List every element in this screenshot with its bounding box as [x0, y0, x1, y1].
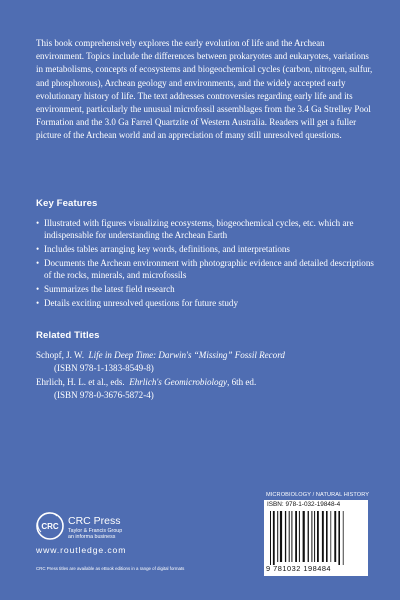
key-features-heading: Key Features — [36, 198, 98, 209]
barcode-bar — [303, 511, 305, 562]
barcode-bar — [311, 511, 312, 562]
publisher-name: CRC Press — [68, 515, 121, 527]
crc-logo-icon — [36, 512, 64, 540]
barcode-bar — [270, 511, 271, 565]
publisher-group: Taylor & Francis Group an informa business — [68, 528, 123, 541]
related-isbn: (ISBN 978-0-3676-5872-4) — [54, 389, 154, 400]
barcode-bar — [308, 511, 309, 562]
barcode-panel — [264, 500, 368, 576]
barcode-bar — [343, 511, 344, 565]
key-features-list — [36, 217, 381, 311]
subject-category: MICROBIOLOGY / NATURAL HISTORY — [266, 492, 370, 498]
barcode-digits: 9 781032 198484 — [266, 564, 332, 573]
bullet-icon: • — [36, 298, 40, 308]
related-titles-list — [36, 349, 381, 403]
barcode-bar — [334, 511, 336, 562]
related-isbn: (ISBN 978-1-1383-8549-8) — [54, 362, 154, 373]
list-item: • Summarizes the latest field research — [36, 284, 175, 295]
barcode-bar — [338, 511, 340, 565]
list-item: • Includes tables arranging key words, definitions, and interpretations — [36, 244, 290, 255]
bullet-icon: • — [36, 244, 40, 255]
list-item: • Illustrated with figures visualizing ecosystems, biogeochemical cycles, etc. which are indispensable for understanding the Archean Earth — [36, 218, 354, 241]
bullet-icon: • — [36, 258, 40, 268]
ebook-note: CRC Press titles are available as eBook editions in a range of digital formats — [36, 566, 185, 571]
barcode-bar — [330, 511, 331, 562]
crc-logo-text: CRC — [41, 522, 59, 531]
barcode-bar — [295, 511, 297, 562]
crc-logo-graphic — [36, 512, 64, 540]
related-edition: , 6th ed. — [227, 377, 257, 387]
barcode-bar — [314, 511, 315, 562]
barcode-icon — [266, 511, 366, 565]
barcode-bar — [322, 511, 324, 562]
bullet-icon: • — [36, 284, 40, 295]
barcode-bar — [277, 511, 278, 562]
bullet-icon: • — [36, 218, 40, 228]
barcode-bar — [291, 511, 292, 562]
list-item: • Details exciting unresolved questions for future study — [36, 298, 238, 308]
related-titles-heading: Related Titles — [36, 330, 100, 341]
list-item: • Documents the Archean environment with photographic evidence and detailed descriptions of the rocks, minerals, and microfossils — [36, 258, 374, 281]
related-title: Life in Deep Time: Darwin's “Missing” Fossil Record — [88, 350, 285, 360]
related-title-entry — [36, 376, 381, 401]
barcode-bar — [317, 511, 319, 562]
isbn-label: ISBN: 978-1-032-19848-4 — [267, 501, 341, 508]
publisher-url: www.routledge.com — [36, 545, 127, 555]
related-title: Ehrlich's Geomicrobiology — [129, 377, 228, 387]
related-title-entry — [36, 349, 381, 374]
barcode-bar — [289, 511, 290, 562]
barcode-bar — [273, 511, 275, 565]
related-author: Schopf, J. W. — [36, 350, 85, 360]
barcode-bar — [280, 511, 282, 562]
barcode-bar — [285, 511, 286, 562]
book-description: This book comprehensively explores the early evolution of life and the Archean environment. Topics include the differences between prokaryotes and eukaryotes, variations in metabolisms, concepts of ecosystems and biogeochemical cycles (carbon, nitrogen, sulfur, and phosphorous), Archean geology and environments, and the widely accepted early evolutionary history of life. The text addresses controversies regarding early life and its environment, particularly the unusual microfossil assemblages from the 3.4 Ga Strelley Pool Formation and the 3.0 Ga Farrel Quartzite of Western Australia. Readers will get a fuller picture of the Archean world and an appreciation of many still unresolved questions. — [36, 38, 373, 141]
barcode-bar — [326, 511, 328, 562]
related-author: Ehrlich, H. L. et al., eds. — [36, 377, 125, 387]
barcode-bar — [299, 511, 300, 562]
